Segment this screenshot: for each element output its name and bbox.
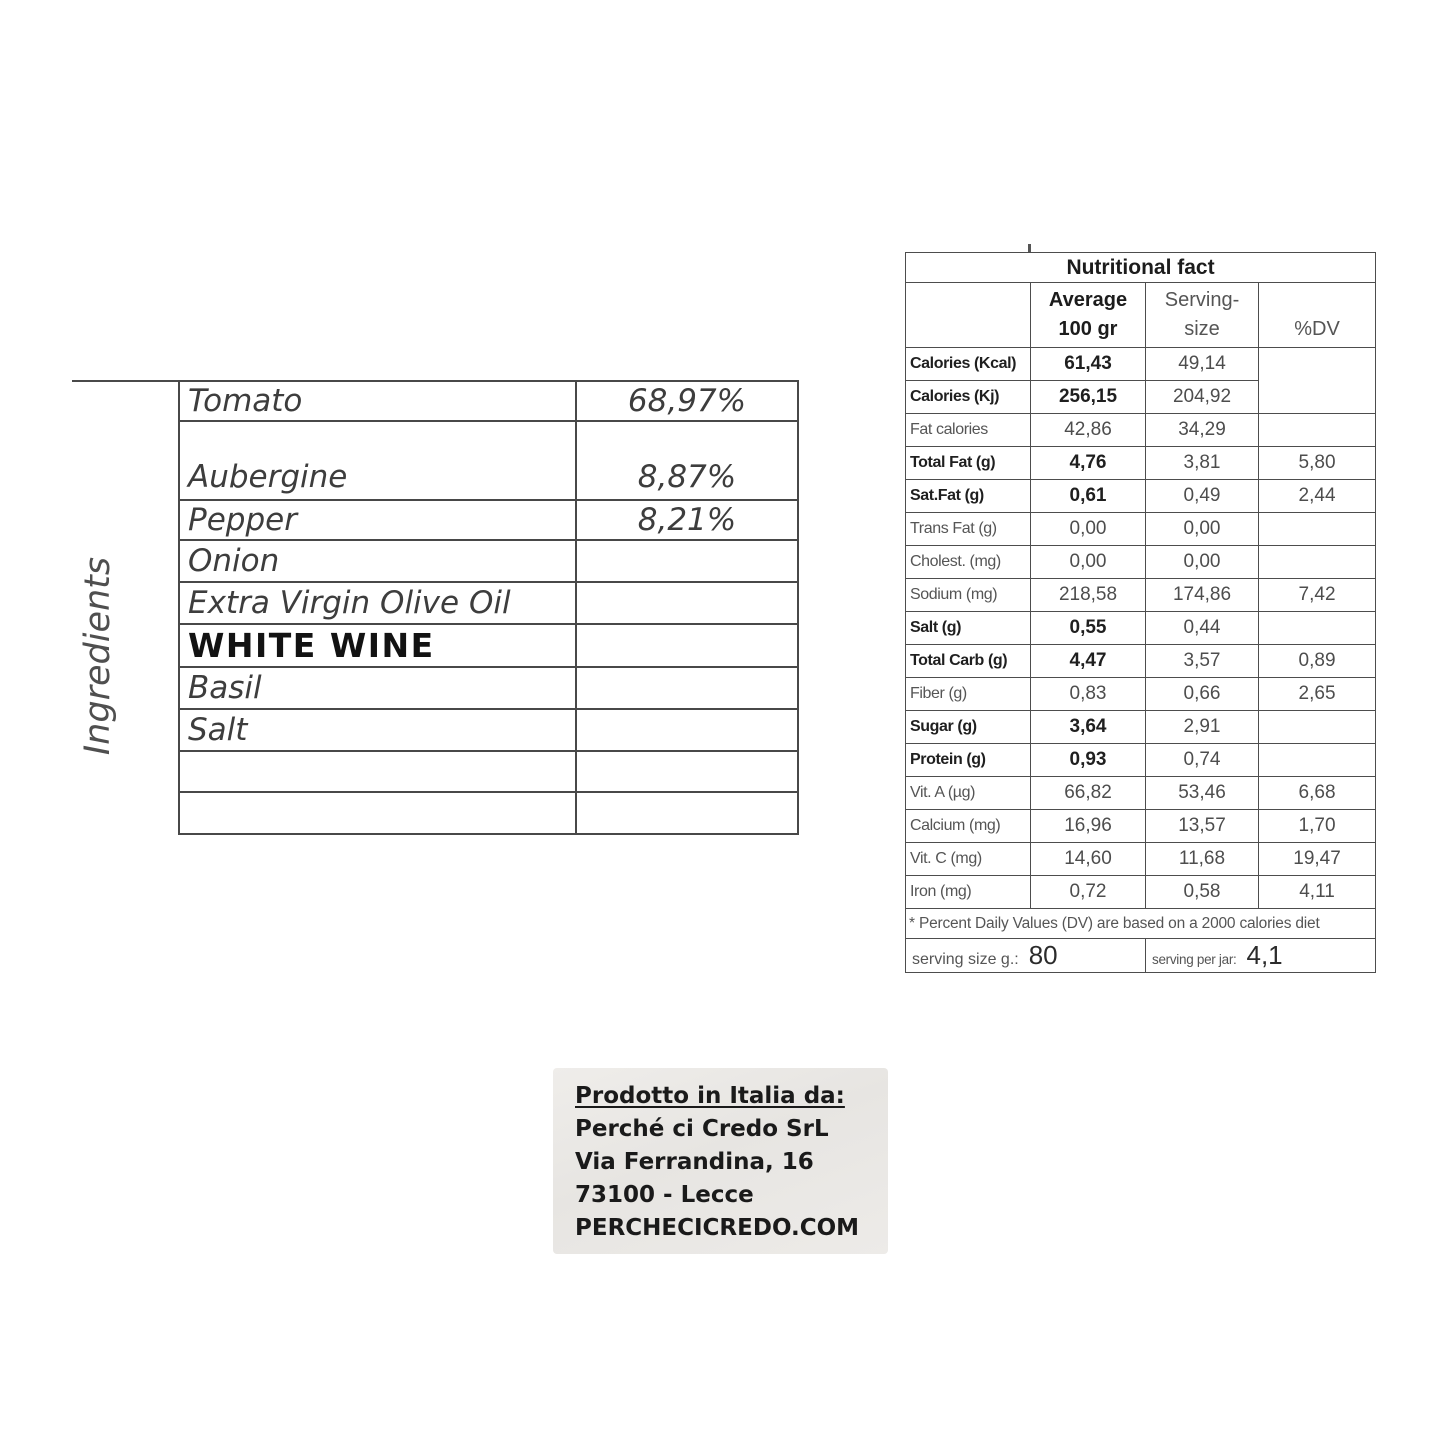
nutrient-dv: 7,42 xyxy=(1259,579,1376,612)
ingredients-top-rule xyxy=(72,380,182,382)
nutrient-serving: 13,57 xyxy=(1146,810,1259,843)
nutrient-dv xyxy=(1259,513,1376,546)
nutrition-row xyxy=(906,678,1376,711)
nutrition-row xyxy=(906,513,1376,546)
nutrition-row xyxy=(906,414,1376,447)
header-empty-cell xyxy=(906,283,1031,348)
ingredient-row xyxy=(179,709,798,751)
nutrient-avg: 0,61 xyxy=(1031,480,1146,513)
nutrient-dv-merged xyxy=(1259,348,1376,414)
ingredient-percent: 8,87% xyxy=(576,421,798,500)
nutrient-serving: 0,66 xyxy=(1146,678,1259,711)
ingredient-row xyxy=(179,381,798,421)
ingredient-name: Aubergine xyxy=(179,421,576,500)
nutrient-avg: 14,60 xyxy=(1031,843,1146,876)
ingredients-side-label: Ingredients xyxy=(78,556,118,756)
nutrient-avg: 42,86 xyxy=(1031,414,1146,447)
header-serving-line2: size xyxy=(1184,318,1220,340)
nutrient-dv: 6,68 xyxy=(1259,777,1376,810)
nutrition-facts-table xyxy=(905,252,1376,973)
nutrient-dv xyxy=(1259,414,1376,447)
producer-heading: Prodotto in Italia da: xyxy=(575,1083,845,1109)
header-average-100gr xyxy=(1031,283,1146,348)
ingredient-name xyxy=(179,792,576,834)
nutrient-serving: 0,44 xyxy=(1146,612,1259,645)
nutrient-serving: 11,68 xyxy=(1146,843,1259,876)
nutrient-avg: 0,93 xyxy=(1031,744,1146,777)
ingredient-name xyxy=(179,751,576,792)
ingredient-percent xyxy=(576,540,798,582)
nutrient-label: Calcium (mg) xyxy=(906,810,1031,843)
nutrient-serving: 0,49 xyxy=(1146,480,1259,513)
nutrient-label: Total Carb (g) xyxy=(906,645,1031,678)
nutrient-avg: 256,15 xyxy=(1031,381,1146,414)
ingredient-name: Onion xyxy=(179,540,576,582)
nutrition-serving-row xyxy=(906,939,1376,973)
nutrient-label: Total Fat (g) xyxy=(906,447,1031,480)
nutrient-label: Sodium (mg) xyxy=(906,579,1031,612)
nutrition-header-row xyxy=(906,283,1376,348)
nutrition-row xyxy=(906,348,1376,381)
nutrient-label: Fiber (g) xyxy=(906,678,1031,711)
ingredient-percent xyxy=(576,751,798,792)
nutrient-label: Sugar (g) xyxy=(906,711,1031,744)
nutrient-label: Iron (mg) xyxy=(906,876,1031,909)
nutrient-label: Calories (Kj) xyxy=(906,381,1031,414)
nutrient-label: Cholest. (mg) xyxy=(906,546,1031,579)
nutrient-serving: 3,81 xyxy=(1146,447,1259,480)
nutrient-dv xyxy=(1259,744,1376,777)
producer-box xyxy=(553,1068,888,1254)
nutrition-row xyxy=(906,744,1376,777)
serving-per-jar-value: 4,1 xyxy=(1246,940,1283,970)
ingredient-percent: 8,21% xyxy=(576,500,798,540)
ingredient-row xyxy=(179,624,798,667)
ingredient-name: Tomato xyxy=(179,381,576,421)
nutrient-dv: 1,70 xyxy=(1259,810,1376,843)
nutrition-row xyxy=(906,579,1376,612)
nutrient-dv: 2,65 xyxy=(1259,678,1376,711)
producer-street: Via Ferrandina, 16 xyxy=(575,1149,814,1175)
nutrient-label: Vit. C (mg) xyxy=(906,843,1031,876)
nutrient-serving: 53,46 xyxy=(1146,777,1259,810)
header-percent-dv: %DV xyxy=(1259,283,1376,348)
ingredient-name: WHITE WINE xyxy=(179,624,576,667)
ingredient-percent: 68,97% xyxy=(576,381,798,421)
nutrient-serving: 0,58 xyxy=(1146,876,1259,909)
nutrient-label: Sat.Fat (g) xyxy=(906,480,1031,513)
nutrient-label: Calories (Kcal) xyxy=(906,348,1031,381)
ingredient-name: Pepper xyxy=(179,500,576,540)
nutrient-serving: 204,92 xyxy=(1146,381,1259,414)
serving-size-value: 80 xyxy=(1028,940,1058,970)
nutrient-dv: 19,47 xyxy=(1259,843,1376,876)
nutrient-serving: 0,74 xyxy=(1146,744,1259,777)
nutrient-label: Salt (g) xyxy=(906,612,1031,645)
nutrition-row xyxy=(906,777,1376,810)
header-average-line1: Average xyxy=(1048,289,1128,311)
nutrition-row xyxy=(906,876,1376,909)
nutrient-label: Fat calories xyxy=(906,414,1031,447)
nutrient-dv xyxy=(1259,711,1376,744)
ingredient-name: Extra Virgin Olive Oil xyxy=(179,582,576,624)
ingredient-row xyxy=(179,667,798,709)
serving-size-label: serving size g.: xyxy=(912,951,1019,968)
header-average-line2: 100 gr xyxy=(1058,318,1118,340)
nutrient-serving: 0,00 xyxy=(1146,546,1259,579)
nutrient-avg: 4,47 xyxy=(1031,645,1146,678)
dv-footnote: * Percent Daily Values (DV) are based on a 2000 calories diet xyxy=(906,909,1376,939)
ingredient-name: Salt xyxy=(179,709,576,751)
nutrition-column-tick xyxy=(1028,244,1031,252)
nutrient-dv: 5,80 xyxy=(1259,447,1376,480)
ingredient-row-empty xyxy=(179,792,798,834)
ingredient-row-empty xyxy=(179,751,798,792)
header-serving-size xyxy=(1146,283,1259,348)
nutrition-row xyxy=(906,843,1376,876)
producer-website: PERCHECICREDO.COM xyxy=(575,1215,860,1241)
nutrient-avg: 61,43 xyxy=(1031,348,1146,381)
ingredient-row xyxy=(179,421,798,500)
nutrient-label: Protein (g) xyxy=(906,744,1031,777)
nutrition-footnote-row xyxy=(906,909,1376,939)
nutrition-title: Nutritional fact xyxy=(906,253,1376,283)
ingredient-row xyxy=(179,582,798,624)
nutrition-row xyxy=(906,612,1376,645)
producer-city: 73100 - Lecce xyxy=(575,1182,754,1208)
nutrition-row xyxy=(906,645,1376,678)
nutrition-title-row xyxy=(906,253,1376,283)
nutrient-serving: 2,91 xyxy=(1146,711,1259,744)
nutrient-label: Vit. A (µg) xyxy=(906,777,1031,810)
nutrition-row xyxy=(906,711,1376,744)
nutrient-serving: 34,29 xyxy=(1146,414,1259,447)
nutrient-avg: 0,00 xyxy=(1031,513,1146,546)
nutrient-dv: 2,44 xyxy=(1259,480,1376,513)
ingredient-percent xyxy=(576,582,798,624)
ingredient-percent xyxy=(576,624,798,667)
nutrient-avg: 0,55 xyxy=(1031,612,1146,645)
serving-per-jar-cell xyxy=(1146,939,1376,973)
nutrition-row xyxy=(906,546,1376,579)
nutrient-avg: 16,96 xyxy=(1031,810,1146,843)
ingredient-name: Basil xyxy=(179,667,576,709)
ingredients-table xyxy=(178,380,799,835)
nutrient-dv: 4,11 xyxy=(1259,876,1376,909)
header-serving-line1: Serving- xyxy=(1164,289,1240,311)
nutrient-dv xyxy=(1259,546,1376,579)
nutrition-row xyxy=(906,447,1376,480)
serving-size-cell xyxy=(906,939,1146,973)
nutrient-avg: 0,72 xyxy=(1031,876,1146,909)
nutrient-dv: 0,89 xyxy=(1259,645,1376,678)
ingredient-percent xyxy=(576,792,798,834)
nutrient-serving: 174,86 xyxy=(1146,579,1259,612)
nutrient-avg: 0,00 xyxy=(1031,546,1146,579)
producer-company: Perché ci Credo SrL xyxy=(575,1116,829,1142)
serving-per-jar-label: serving per jar: xyxy=(1152,952,1237,967)
nutrient-avg: 0,83 xyxy=(1031,678,1146,711)
ingredient-percent xyxy=(576,667,798,709)
nutrient-serving: 3,57 xyxy=(1146,645,1259,678)
nutrient-avg: 218,58 xyxy=(1031,579,1146,612)
ingredient-row xyxy=(179,500,798,540)
ingredient-row xyxy=(179,540,798,582)
nutrient-serving: 49,14 xyxy=(1146,348,1259,381)
nutrient-avg: 3,64 xyxy=(1031,711,1146,744)
nutrition-row xyxy=(906,480,1376,513)
ingredient-percent xyxy=(576,709,798,751)
nutrient-label: Trans Fat (g) xyxy=(906,513,1031,546)
nutrient-dv xyxy=(1259,612,1376,645)
nutrition-row xyxy=(906,810,1376,843)
nutrient-avg: 4,76 xyxy=(1031,447,1146,480)
nutrient-avg: 66,82 xyxy=(1031,777,1146,810)
nutrient-serving: 0,00 xyxy=(1146,513,1259,546)
